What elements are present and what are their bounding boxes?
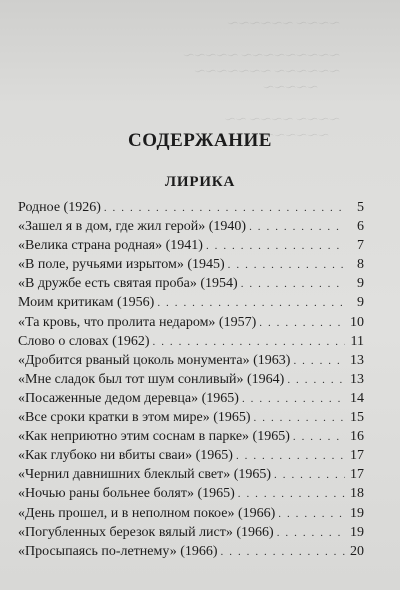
toc-entry (18, 217, 364, 236)
toc-entry-title: «Как глубоко ни вбиты сваи» (1965) (18, 448, 233, 464)
page-title: СОДЕРЖАНИЕ (128, 130, 272, 151)
toc-entry-page: 14 (350, 390, 364, 406)
toc-entry-page: 19 (350, 505, 364, 521)
toc-entry-page: 7 (357, 238, 364, 254)
dot-leader (153, 333, 345, 352)
toc-entry (18, 484, 364, 503)
toc-entry-title: «Посаженные дедом деревца» (1965) (18, 390, 239, 406)
toc-entry-page: 5 (357, 200, 364, 215)
toc-entry-page: 10 (350, 314, 364, 330)
dot-leader (287, 371, 345, 390)
toc-entry-page: 17 (350, 448, 364, 464)
dot-leader (274, 466, 345, 485)
toc-entry-page: 11 (350, 333, 364, 349)
toc-entry-title: «Чернил давнишних блеклый свет» (1965) (18, 467, 272, 483)
dot-leader (238, 485, 345, 504)
section-heading: ЛИРИКА (164, 174, 236, 190)
toc-entry-title: «Погубленных березок вялый лист» (1966) (18, 524, 274, 540)
show-through-text: ～～～～ ～～～～～～ ～～～～～～～～～ ～～～～～ ～～～～～～ ～～～～～～～ ～～～～～ ～～～～ ～～～～ ～～ ～～～～～～ (183, 18, 340, 142)
toc-entry-page: 13 (350, 371, 364, 387)
toc-entry-title: «Мне сладок был тот шум сонливый» (1964) (18, 371, 285, 387)
toc-entry (18, 408, 364, 427)
dot-leader (254, 409, 345, 428)
dot-leader (241, 275, 345, 294)
toc-entry-title: Родное (1926) (18, 200, 101, 215)
dot-leader (293, 428, 345, 447)
dot-leader (221, 543, 345, 562)
toc-entry-title: «Просыпаясь по-летнему» (1966) (18, 543, 218, 559)
toc-entry-title: «Ночью раны больнее болят» (1965) (18, 486, 235, 502)
dot-leader (206, 237, 345, 256)
toc-entry (18, 293, 364, 312)
toc-entry-page: 19 (350, 524, 364, 540)
dot-leader (259, 314, 345, 333)
toc-entry (18, 446, 364, 465)
toc-entry (18, 389, 364, 408)
toc-entry (18, 198, 364, 217)
toc-entry (18, 313, 364, 332)
dot-leader (277, 524, 345, 543)
toc-entry-page: 13 (350, 352, 364, 368)
toc-entry-title: «Как неприютно этим соснам в парке» (1965) (18, 429, 290, 445)
toc-entry (18, 465, 364, 484)
toc-entry (18, 274, 364, 293)
toc-entry-title: «Дробится рваный цоколь монумента» (1963) (18, 352, 291, 368)
toc-entry-page: 8 (357, 257, 364, 273)
dot-leader (228, 256, 345, 275)
toc-entry-page: 9 (357, 276, 364, 292)
toc-entry-title: Слово о словах (1962) (18, 333, 150, 349)
dot-leader (278, 505, 345, 524)
dot-leader (157, 294, 345, 313)
dot-leader (236, 447, 345, 466)
toc-entry-title: Моим критикам (1956) (18, 295, 155, 311)
toc-entry-title: «В поле, ручьями изрытом» (1945) (18, 257, 225, 273)
toc-entry (18, 255, 364, 274)
toc-entry-page: 18 (350, 486, 364, 502)
toc-entry-title: «Все сроки кратки в этом мире» (1965) (18, 410, 251, 426)
toc-entry (18, 427, 364, 446)
toc-entry (18, 504, 364, 523)
toc-entry-page: 9 (357, 295, 364, 311)
toc-entry-title: «Та кровь, что пролита недаром» (1957) (18, 314, 257, 330)
toc-entry-page: 17 (350, 467, 364, 483)
toc-entry-title: «День прошел, и в неполном покое» (1966) (18, 505, 276, 521)
table-of-contents (18, 198, 364, 561)
toc-entry-title: «Зашел я в дом, где жил герой» (1940) (18, 219, 247, 235)
toc-entry (18, 351, 364, 370)
toc-entry-page: 20 (350, 543, 364, 559)
toc-entry (18, 236, 364, 255)
toc-entry-page: 16 (350, 429, 364, 445)
toc-entry-title: «Велика страна родная» (1941) (18, 238, 203, 254)
toc-entry-title: «В дружбе есть святая проба» (1954) (18, 276, 238, 292)
dot-leader (242, 390, 345, 409)
toc-entry (18, 523, 364, 542)
toc-entry (18, 332, 364, 351)
toc-entry (18, 370, 364, 389)
dot-leader (104, 199, 345, 218)
dot-leader (293, 352, 345, 371)
toc-entry-page: 6 (357, 219, 364, 235)
toc-entry (18, 542, 364, 561)
dot-leader (249, 218, 345, 237)
toc-entry-page: 15 (350, 410, 364, 426)
